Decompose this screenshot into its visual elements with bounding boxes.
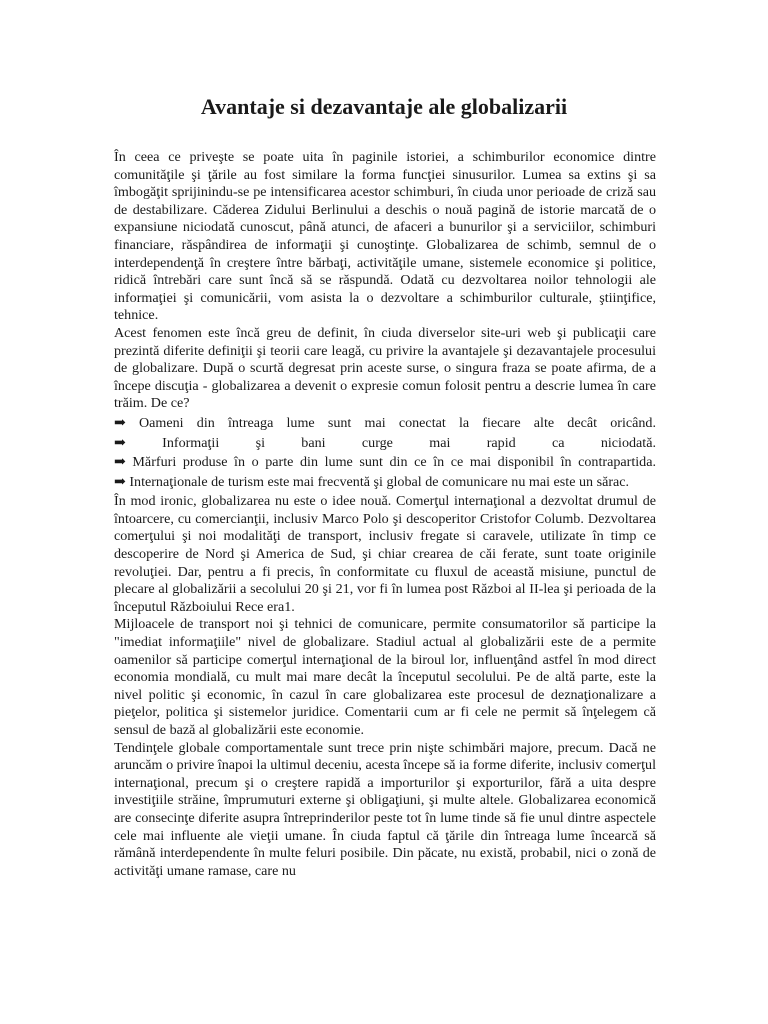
paragraph-intro: În ceea ce priveşte se poate uita în paginile istoriei, a schimburilor economice dintre comunităţile şi ţările au fost similare la forma funcţiei sinusurilor. Lumea sa extins şi sa îmbogăţit sprijinindu-se pe intensificarea acestor schimburi, în ciuda unor perioade de criză sau de destabilizare. Căderea Zidului Berlinului a deschis o nouă pagină de istorie marcată de o expansiune niciodată cunoscut, până atunci, de afaceri a bunurilor şi a serviciilor, schimburi financiare, răspândirea de informaţii şi cunoştinţe. Globalizarea de schimb, semnul de o interdependenţă în creştere între bărbaţi, activităţile umane, sistemele economice şi politice, ridică întrebări care sunt încă să se răspundă. Odată cu dezvoltarea noilor tehnologii ale informaţiei şi comunicării, vom asista la o dezvoltare a schimburilor culturale, ştiinţifice, tehnice. bbox=[114, 149, 656, 324]
paragraph-definition: Acest fenomen este încă greu de definit, în ciuda diverselor site-uri web şi publicaţii care prezintă diferite definiţii şi teorii care leagă, cu privire la avantajele şi dezavantajele procesului de globalizare. După o scurtă degresat prin aceste surse, o singura fraza se poate afirma, de a începe discuţia - globalizarea a devenit o expresie comun folosit pentru a descrie lumea în care trăim. De ce? bbox=[114, 324, 656, 412]
document-title: Avantaje si dezavantaje ale globalizarii bbox=[200, 94, 568, 119]
bullet-item-goods: ➡ Mărfuri produse în o parte din lume sunt din ce în ce mai disponibil în contrapartida. bbox=[114, 454, 656, 471]
bullet-item-people: ➡ Oameni din întreaga lume sunt mai conectat la fiecare alte decât oricând. bbox=[114, 414, 656, 431]
document-body bbox=[114, 149, 656, 880]
bullet-item-information: ➡ Informaţii şi bani curge mai rapid ca niciodată. bbox=[114, 434, 656, 451]
bullet-item-tourism: ➡ Internaţionale de turism este mai frecventă şi global de comunicare nu mai este un sărac. bbox=[114, 473, 630, 490]
paragraph-transport: Mijloacele de transport noi şi tehnici de comunicare, permite consumatorilor să participe la "imediat informaţiile" nivel de globalizare. Stadiul actual al globalizării este de a permite oamenilor să participe comerţul internaţional de la biroul lor, influenţând astfel în mod direct economia mondială, cu mult mai mare decât la începutul secolului. Pe de altă parte, este la nivel politic şi economic, în cazul în care globalizarea este procesul de deznaţionalizare a pieţelor, politica şi sistemelor juridice. Comentarii cum ar fi cele ne permit să înţelegem că sensul de bază al globalizării este economie. bbox=[114, 616, 656, 738]
paragraph-trends: Tendinţele globale comportamentale sunt trece prin nişte schimbări majore, precum. Dacă ne aruncăm o privire înapoi la ultimul deceniu, acesta începe să ia forme diferite, inclusiv comerţul internaţional, precum şi o creştere rapidă a importurilor şi exporturilor, fără a uita despre investiţiile străine, împrumuturi externe şi obligaţiuni, şi multe altele. Globalizarea economică are consecinţe diferite asupra întreprinderilor peste tot în lume tinde să fie unul dintre aspectele cele mai influente ale vieţii umane. În ciuda faptul că ţările din întreaga lume încearcă să rămână interdependente în multe feluri posibile. Din păcate, nu există, probabil, nici o zonă de activităţi umane ramase, care nu bbox=[114, 739, 656, 879]
paragraph-history: În mod ironic, globalizarea nu este o idee nouă. Comerţul internaţional a dezvoltat drumul de întoarcere, cu comercianţii, inclusiv Marco Polo şi descoperitor Cristofor Columb. Dezvoltarea comerţului şi noi modalităţi de transport, inclusiv fregate si caravele, utilizate în timp ce descoperire de Nord şi America de Sud, şi chiar crearea de căi ferate, sunt toate originile revoluţiei. Dar, pentru a fi precis, în conformitate cu fluxul de această misiune, punctul de plecare al globalizării a secolului 20 şi 21, vor fi în lumea post Război al II-lea şi perioada de la începutul Războiului Rece era1. bbox=[114, 493, 656, 615]
